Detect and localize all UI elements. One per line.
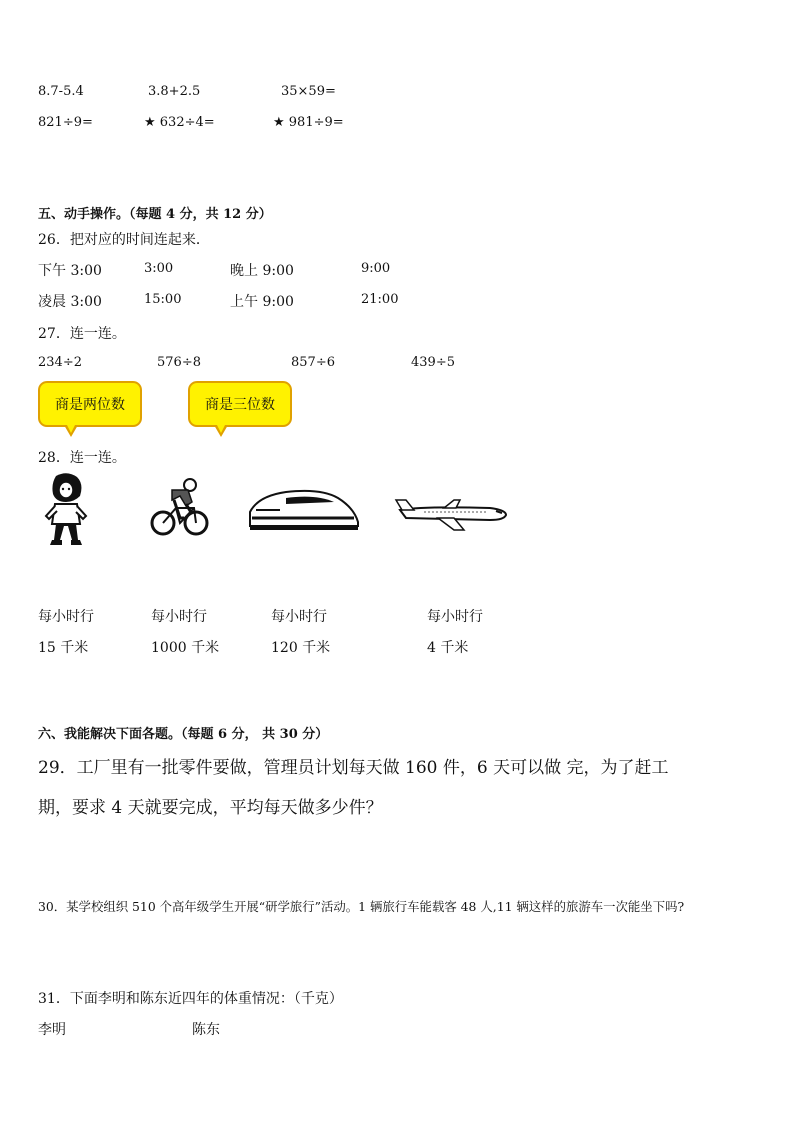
train-icon [246,486,362,532]
expression-item: 234÷2 [38,355,82,370]
calc-item: ★ 632÷4= [144,115,215,130]
expression-item: 857÷6 [291,355,335,370]
speed-value: 4 千米 [427,640,469,656]
calc-item: 3.8+2.5 [148,84,201,99]
speed-value: 15 千米 [38,640,89,656]
calc-item: 35×59= [281,84,336,99]
question-q29-line2: 期，要求 4 天就要完成，平均每天做多少件？ [38,798,383,818]
section-heading: 六、我能解决下面各题。（每题 6 分， 共 30 分） [38,727,329,742]
question-title: 28．连一连。 [38,450,126,466]
airplane-icon [394,494,510,532]
callout-three-digit-quotient [188,381,292,427]
speed-value: 120 千米 [271,640,331,656]
question-title: 26．把对应的时间连起来． [38,232,210,248]
question-title: 31．下面李明和陈东近四年的体重情况：（千克） [38,991,343,1007]
time-item: 9:00 [361,261,391,276]
time-item: 下午 3:00 [38,263,102,279]
callout-two-digit-quotient [38,381,142,427]
time-item: 上午 9:00 [230,294,294,310]
calc-item: 8.7-5.4 [38,84,84,99]
callout-tail [214,425,228,437]
time-item: 21:00 [361,292,399,307]
name-label: 李明 [38,1022,66,1038]
speed-value: 1000 千米 [151,640,220,656]
callout-label: 商是三位数 [205,397,275,413]
calc-item: ★ 981÷9= [273,115,344,130]
time-item: 凌晨 3:00 [38,294,102,310]
expression-item: 439÷5 [411,355,455,370]
callout-tail [64,425,78,437]
section-heading: 五、动手操作。（每题 4 分，共 12 分） [38,207,272,222]
person-walking-icon [44,472,90,552]
question-title: 27．连一连。 [38,326,126,342]
cyclist-icon [150,478,210,538]
expression-item: 576÷8 [157,355,201,370]
calc-item: 821÷9= [38,115,93,130]
time-item: 3:00 [144,261,174,276]
time-item: 15:00 [144,292,182,307]
callout-label: 商是两位数 [55,397,125,413]
time-item: 晚上 9:00 [230,263,294,279]
question-q30: 30．某学校组织 510 个高年级学生开展“研学旅行”活动。1 辆旅行车能载客 48 人,11 辆这样的旅游车一次能坐下吗? [38,899,685,914]
name-label: 陈东 [192,1022,220,1038]
speed-label: 每小时行 [427,609,483,625]
speed-label: 每小时行 [271,609,327,625]
speed-label: 每小时行 [38,609,94,625]
question-q29-line1: 29．工厂里有一批零件要做，管理员计划每天做 160 件，6 天可以做 完，为了赶工 [38,758,669,778]
speed-label: 每小时行 [151,609,207,625]
